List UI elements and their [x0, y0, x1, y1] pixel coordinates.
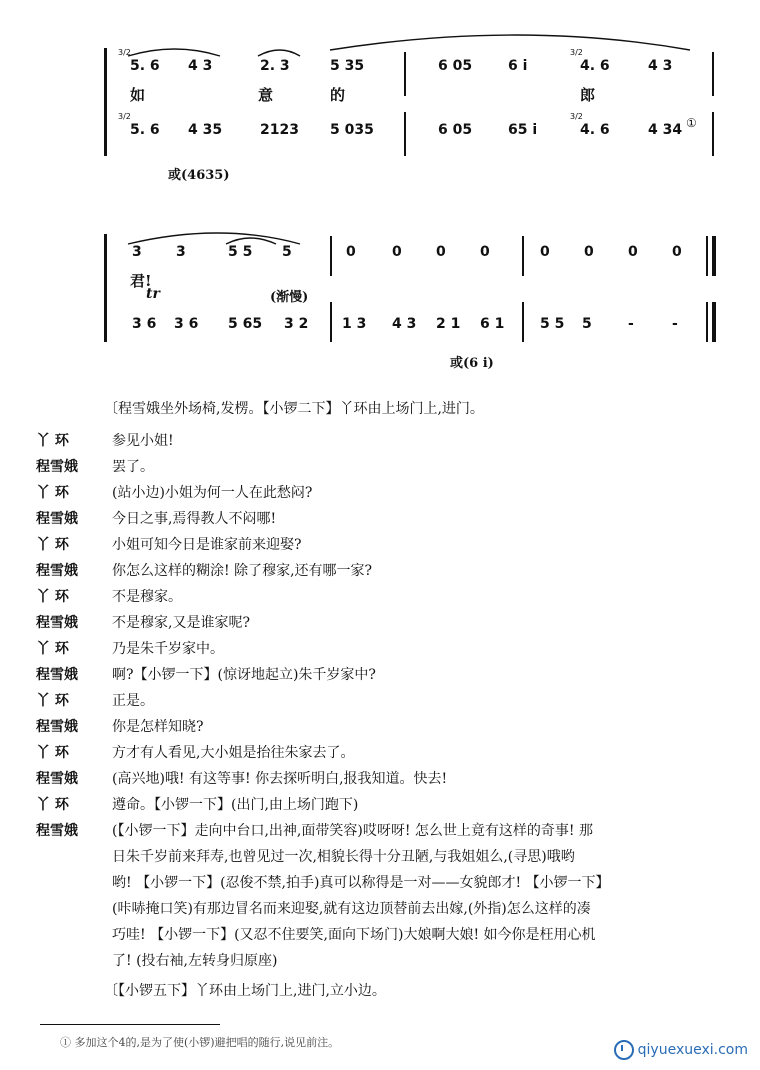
- note-group: 4 3: [392, 316, 417, 332]
- speech-line: 巧哇! 【小锣一下】(又忍不住要笑,面向下场门)大娘啊大娘! 如今你是枉用心机: [112, 927, 596, 943]
- note-group: 3: [176, 244, 186, 260]
- speaker-name: 程雪娥: [36, 615, 78, 631]
- note-group: 65 i: [508, 122, 538, 138]
- note-group: 5 35: [330, 58, 365, 74]
- note-group: 2. 3: [260, 58, 290, 74]
- note-group: 5. 6: [130, 58, 160, 74]
- note-group: 5: [582, 316, 592, 332]
- note-group: 4 3: [648, 58, 673, 74]
- note-group: 1 3: [342, 316, 367, 332]
- music-note-icon: [614, 1040, 634, 1060]
- dialogue-line: (高兴地)哦! 有这等事! 你去探听明白,报我知道。快去!: [112, 771, 448, 787]
- dialogue-line: 啊?【小锣一下】(惊讶地起立)朱千岁家中?: [112, 667, 376, 683]
- dialogue-line: 正是。: [112, 693, 154, 709]
- footnote-marker: ①: [686, 116, 697, 130]
- note-group: 6 05: [438, 122, 473, 138]
- speaker-name: 程雪娥: [36, 719, 78, 735]
- note-group: 2 1: [436, 316, 461, 332]
- speaker-name: 丫 环: [36, 745, 69, 761]
- variant-note: 或(4635): [168, 168, 230, 183]
- note-group: 0: [392, 244, 402, 260]
- note-group: 0: [628, 244, 638, 260]
- speaker-name: 丫 环: [36, 485, 69, 501]
- note-group: 4. 6: [580, 122, 610, 138]
- stage-direction: 〔程雪娥坐外场椅,发楞。【小锣二下】丫环由上场门上,进门。: [104, 401, 484, 417]
- dialogue-line: 今日之事,焉得教人不闷哪!: [112, 511, 277, 527]
- speech-line: 日朱千岁前来拜寿,也曾见过一次,相貌长得十分丑陋,与我姐姐么,(寻思)哦哟: [112, 849, 575, 865]
- note-group: 5 035: [330, 122, 374, 138]
- note-group: -: [672, 316, 678, 332]
- variant-note: 或(6 i): [450, 356, 494, 371]
- trill-mark: tr: [146, 286, 160, 302]
- speaker-name: 丫 环: [36, 589, 69, 605]
- dialogue-line: (站小边)小姐为何一人在此愁闷?: [112, 485, 313, 501]
- note-group: 6 1: [480, 316, 505, 332]
- note-group: 4 35: [188, 122, 223, 138]
- slur-marks: [0, 0, 760, 400]
- note-group: 0: [480, 244, 490, 260]
- note-group: 5 5: [540, 316, 565, 332]
- note-group: -: [628, 316, 634, 332]
- tempo-mark: (渐慢): [270, 290, 309, 305]
- speaker-name: 丫 环: [36, 797, 69, 813]
- speaker-name: 程雪娥: [36, 563, 78, 579]
- dialogue-line: 参见小姐!: [112, 433, 174, 449]
- speaker-name: 丫 环: [36, 641, 69, 657]
- dialogue-line: 方才有人看见,大小姐是抬往朱家去了。: [112, 745, 355, 761]
- speaker-name: 程雪娥: [36, 771, 78, 787]
- note-group: 0: [672, 244, 682, 260]
- lyric: 的: [330, 86, 346, 104]
- dialogue-line: 不是穆家。: [112, 589, 182, 605]
- note-group: 4 34: [648, 122, 683, 138]
- watermark: [614, 1040, 748, 1060]
- note-group: 4 3: [188, 58, 213, 74]
- speech-line: 了! (投右袖,左转身归原座): [112, 953, 278, 969]
- note-group: 6 i: [508, 58, 528, 74]
- footnote-rule: [40, 1024, 220, 1025]
- dialogue-line: 罢了。: [112, 459, 154, 475]
- speaker-name: 程雪娥: [36, 511, 78, 527]
- note-group: 5 5: [228, 244, 253, 260]
- note-group: 5 65: [228, 316, 263, 332]
- dialogue-line: 你是怎样知晓?: [112, 719, 204, 735]
- lyric: 如: [130, 86, 146, 104]
- speaker-name: 丫 环: [36, 693, 69, 709]
- note-group: 4. 6: [580, 58, 610, 74]
- note-group: 5. 6: [130, 122, 160, 138]
- note-group: 0: [436, 244, 446, 260]
- dialogue-line: 遵命。【小锣一下】(出门,由上场门跑下): [112, 797, 359, 813]
- note-group: 0: [584, 244, 594, 260]
- speech-line: 哟! 【小锣一下】(忍俊不禁,拍手)真可以称得是一对——女貌郎才! 【小锣一下】: [112, 875, 610, 891]
- note-group: 5: [282, 244, 292, 260]
- note-group: 0: [346, 244, 356, 260]
- note-group: 3 6: [132, 316, 157, 332]
- speech-line: (【小锣一下】走向中台口,出神,面带笑容)哎呀呀! 怎么世上竟有这样的奇事! 那: [112, 823, 593, 839]
- note-group: 3 2: [284, 316, 309, 332]
- note-group: 3: [132, 244, 142, 260]
- speaker-name: 程雪娥: [36, 459, 78, 475]
- note-group: 6 05: [438, 58, 473, 74]
- lyric: 君!: [130, 272, 152, 290]
- dialogue-line: 你怎么这样的糊涂! 除了穆家,还有哪一家?: [112, 563, 373, 579]
- lyric: 郎: [580, 86, 596, 104]
- note-group: 3 6: [174, 316, 199, 332]
- watermark-text: qiyuexuexi.com: [637, 1042, 748, 1058]
- footnote: ① 多加这个4的,是为了使(小锣)避把唱的随行,说见前注。: [60, 1036, 340, 1049]
- dialogue-line: 不是穆家,又是谁家呢?: [112, 615, 250, 631]
- note-group: 0: [540, 244, 550, 260]
- note-group: 2123: [260, 122, 299, 138]
- lyric: 意: [258, 86, 274, 104]
- speaker-name: 程雪娥: [36, 823, 78, 839]
- stage-direction: 〔【小锣五下】丫环由上场门上,进门,立小边。: [104, 983, 386, 999]
- speaker-name: 程雪娥: [36, 667, 78, 683]
- speaker-name: 丫 环: [36, 537, 69, 553]
- dialogue-line: 乃是朱千岁家中。: [112, 641, 224, 657]
- speech-line: (咔哧掩口笑)有那边冒名而来迎娶,就有这边顶替前去出嫁,(外指)怎么这样的凑: [112, 901, 591, 917]
- dialogue-line: 小姐可知今日是谁家前来迎娶?: [112, 537, 302, 553]
- speaker-name: 丫 环: [36, 433, 69, 449]
